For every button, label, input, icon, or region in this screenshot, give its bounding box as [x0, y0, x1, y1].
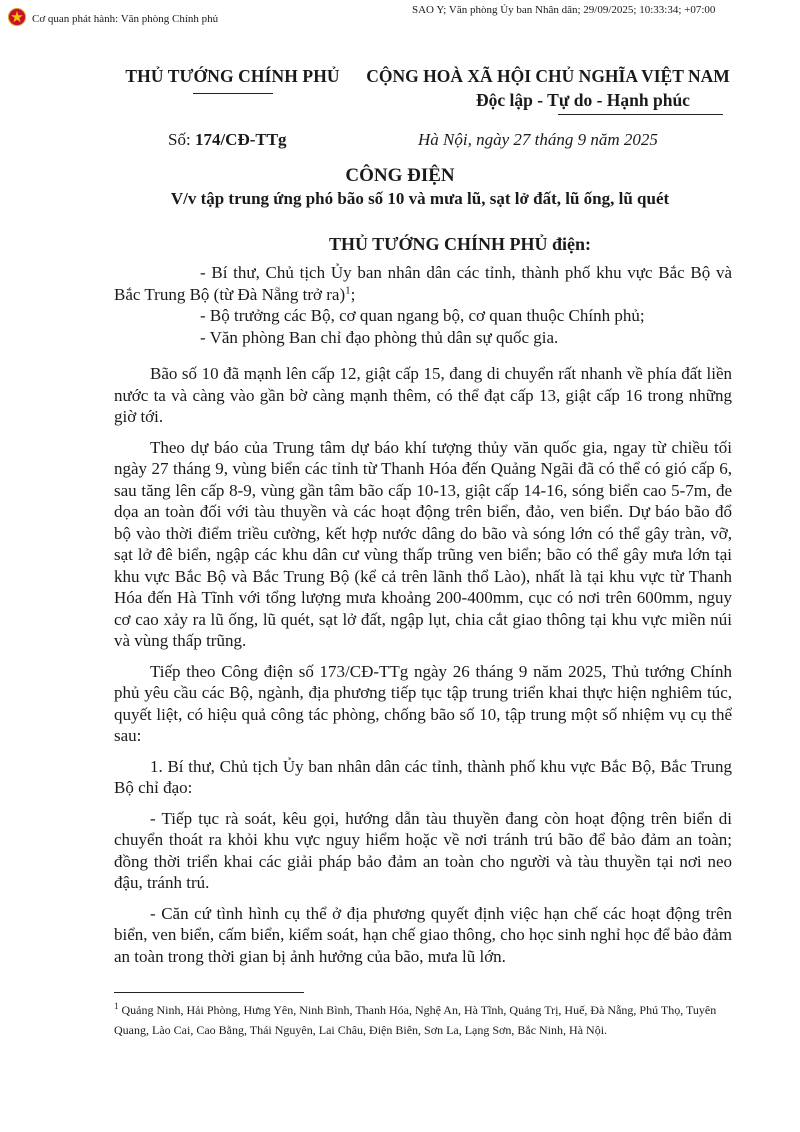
document-subject: V/v tập trung ứng phó bão số 10 và mưa lũ, sạt lở đất, lũ ống, lũ quét [170, 189, 670, 208]
footnote-reference: 1 [345, 283, 351, 296]
footnote-mark: 1 [114, 1001, 119, 1011]
recipient-item: - Bí thư, Chủ tịch Ủy ban nhân dân các tỉnh, thành phố khu vực Bắc Bộ và Bắc Trung Bộ (từ Đà Nẵng trở ra)$^1$; [114, 263, 732, 304]
document-type: CÔNG ĐIỆN [345, 165, 455, 186]
national-title-block [358, 66, 738, 115]
digital-signature-stamp [0, 0, 800, 34]
footnote-text: Quảng Ninh, Hải Phòng, Hưng Yên, Ninh Bình, Thanh Hóa, Nghệ An, Hà Tĩnh, Quảng Trị, Huế, Đà Nẵng, Phú Thọ, Tuyên Quang, Lào Cai, Cao Bằng, Thái Nguyên, Lai Châu, Điện Biên, Sơn La, Lạng Sơn, Bắc Ninh, Hà Nội. [114, 1003, 717, 1037]
national-motto: Độc lập - Tự do - Hạnh phúc [476, 90, 690, 110]
document-body [114, 363, 732, 976]
sender-line: THỦ TƯỚNG CHÍNH PHỦ điện: [328, 234, 592, 254]
issuing-authority-block [100, 66, 365, 94]
body-paragraph: - Tiếp tục rà soát, kêu gọi, hướng dẫn tàu thuyền đang còn hoạt động trên biển di chuyển thoát ra khỏi khu vực nguy hiểm hoặc về nơi tránh trú bão để bảo đảm an toàn; đồng thời triển khai các giải pháp bảo đảm an toàn cho người và tàu thuyền tại nơi neo đậu, tránh trú. [114, 808, 732, 892]
motto-underline [558, 114, 723, 115]
body-paragraph: - Căn cứ tình hình cụ thể ở địa phương quyết định việc hạn chế các hoạt động trên biển, ven biển, cấm biển, kiểm soát, hạn chế giao thông, cho học sinh nghỉ học để bảo đảm an toàn trong thời gian bị ảnh hưởng của bão, mưa lũ lớn. [114, 903, 732, 966]
body-paragraph: 1. Bí thư, Chủ tịch Ủy ban nhân dân các tỉnh, thành phố khu vực Bắc Bộ, Bắc Trung Bộ chỉ đạo: [114, 756, 732, 797]
document-number [168, 130, 287, 150]
authority-underline [193, 93, 273, 94]
recipient-item: - Văn phòng Ban chỉ đạo phòng thủ dân sự quốc gia. [200, 327, 559, 347]
copy-certification: SAO Y; Văn phòng Ủy ban Nhân dân; 29/09/2025; 10:33:34; +07:00 [412, 4, 716, 16]
issuing-authority: THỦ TƯỚNG CHÍNH PHỦ [125, 66, 340, 86]
document-number-value: 174/CĐ-TTg [194, 130, 287, 149]
document-number-label: Số: [168, 130, 191, 149]
footnote-divider [114, 992, 304, 993]
issuer-label: Cơ quan phát hành: Văn phòng Chính phủ [32, 13, 219, 25]
body-paragraph: Bão số 10 đã mạnh lên cấp 12, giật cấp 15, đang di chuyển rất nhanh về phía đất liền nước ta và càng vào gần bờ càng mạnh thêm, có thể đạt cấp 13, giật cấp 16 trong những giờ tới. [114, 364, 732, 426]
nation-name: CỘNG HOÀ XÃ HỘI CHỦ NGHĨA VIỆT NAM [366, 66, 730, 86]
recipient-item: - Bộ trưởng các Bộ, cơ quan ngang bộ, cơ quan thuộc Chính phủ; [200, 306, 645, 325]
footnote [114, 1000, 732, 1040]
national-emblem-icon [8, 8, 26, 26]
body-paragraph: Theo dự báo của Trung tâm dự báo khí tượng thủy văn quốc gia, ngay từ chiều tối ngày 27 tháng 9, vùng biển các tỉnh từ Thanh Hóa đến Quảng Ngãi đã có thể có gió cấp 6, sau tăng lên cấp 8-9, vùng gần tâm bão cấp 10-13, giật cấp 14-16, sóng biển cao 5-7m, đe dọa an toàn đối với tàu thuyền và các hoạt động trên biển, đảo, ven biển. Dự báo bão đổ bộ vào thời điểm triều cường, kết hợp nước dâng do bão và sóng lớn có thể gây tràn, vỡ, sạt lở đê biển, ngập các khu dân cư vùng thấp trũng ven biển; bão có thể gây mưa lớn tại khu vực Bắc Bộ và Bắc Trung Bộ (kể cả trên lãnh thổ Lào), nhất là tại khu vực từ Thanh Hóa đến Hà Tĩnh với tổng lượng mưa khoảng 200-400mm, cục có nơi trên 600mm, nguy cơ cao xảy ra lũ ống, lũ quét, sạt lở đất, ngập lụt, chia cắt giao thông tại khu vực miền núi và vùng thấp trũng. [114, 437, 732, 650]
place-and-date: Hà Nội, ngày 27 tháng 9 năm 2025 [418, 130, 658, 149]
body-paragraph: Tiếp theo Công điện số 173/CĐ-TTg ngày 26 tháng 9 năm 2025, Thủ tướng Chính phủ yêu cầu các Bộ, ngành, địa phương tiếp tục tập trung triển khai thực hiện nghiêm túc, quyết liệt, có hiệu quả công tác phòng, chống bão số 10, tập trung một số nhiệm vụ cụ thể sau: [114, 661, 732, 745]
recipient-list [114, 262, 732, 348]
